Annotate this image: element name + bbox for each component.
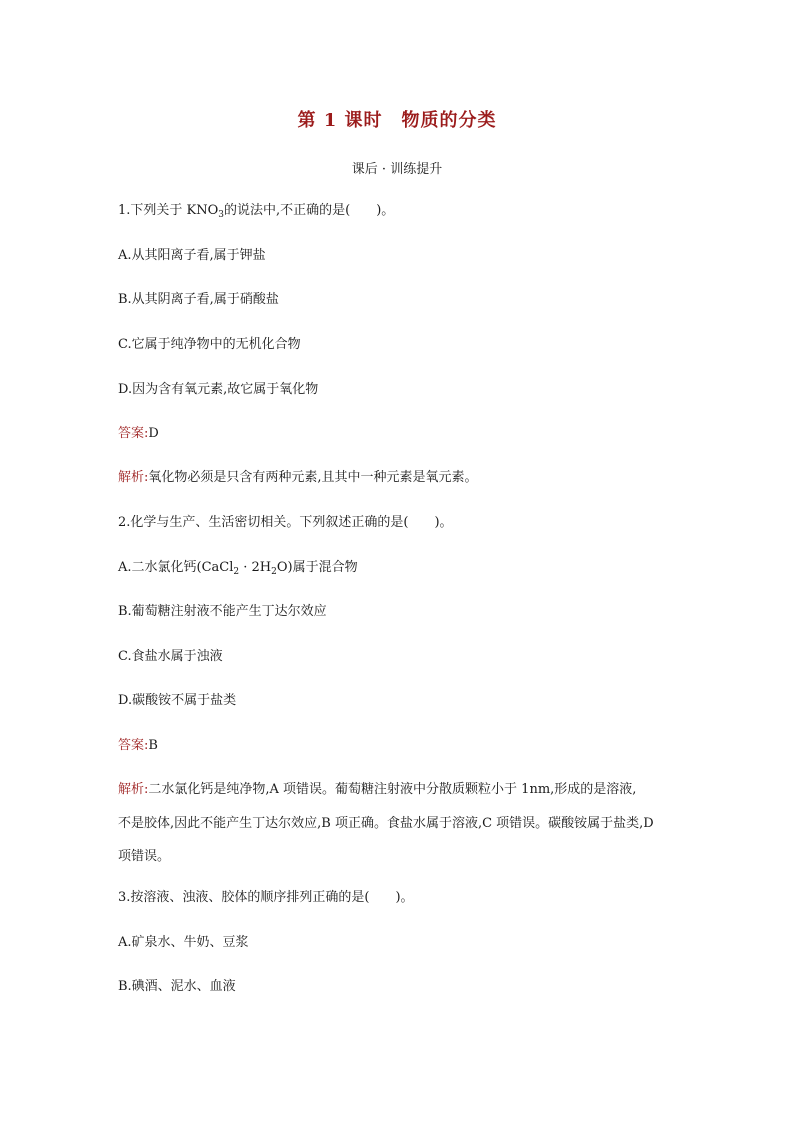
- question-1-option-d: D.因为含有氧元素,故它属于氧化物: [118, 382, 319, 397]
- question-1-analysis: 解析:氧化物必须是只含有两种元素,且其中一种元素是氧元素。: [118, 470, 478, 485]
- question-2-option-c: C.食盐水属于浊液: [118, 649, 223, 664]
- question-2-option-a: A.二水氯化钙(CaCl$_2$ · $2H_2O$)属于混合物: [118, 560, 358, 577]
- page-title: 第 1 课时 物质的分类: [297, 110, 497, 131]
- question-3-option-b: B.碘酒、泥水、血液: [118, 979, 236, 994]
- analysis-label: 解析:: [118, 782, 149, 797]
- analysis-label: 解析:: [118, 470, 149, 485]
- question-3-stem: 3.按溶液、浊液、胶体的顺序排列正确的是( )。: [118, 890, 414, 905]
- question-1-option-c: C.它属于纯净物中的无机化合物: [118, 337, 301, 352]
- question-2-analysis-line-1: 解析:二水氯化钙是纯净物,A 项错误。葡萄糖注射液中分散质颗粒小于 1nm,形成的是溶液,: [118, 782, 637, 797]
- question-2-stem: 2.化学与生产、生活密切相关。下列叙述正确的是( )。: [118, 515, 453, 530]
- question-2-option-b: B.葡萄糖注射液不能产生丁达尔效应: [118, 604, 327, 619]
- question-1-option-b: B.从其阴离子看,属于硝酸盐: [118, 292, 279, 307]
- question-2-analysis-line-3: 项错误。: [118, 849, 171, 864]
- answer-label: 答案:: [118, 426, 149, 441]
- question-1-option-a: A.从其阳离子看,属于钾盐: [118, 248, 266, 263]
- question-3-option-a: A.矿泉水、牛奶、豆浆: [118, 935, 249, 950]
- question-2-answer: 答案:B: [118, 738, 158, 753]
- question-2-option-d: D.碳酸铵不属于盐类: [118, 693, 237, 708]
- question-1-stem: 1.下列关于 $KNO_3$的说法中,不正确的是( )。: [118, 203, 395, 220]
- answer-label: 答案:: [118, 738, 149, 753]
- question-1-answer: 答案:D: [118, 426, 159, 441]
- question-2-analysis-line-2: 不是胶体,因此不能产生丁达尔效应,B 项正确。食盐水属于溶液,C 项错误。碳酸铵属于盐类,D: [118, 816, 654, 831]
- page-subtitle: 课后 · 训练提升: [351, 162, 443, 177]
